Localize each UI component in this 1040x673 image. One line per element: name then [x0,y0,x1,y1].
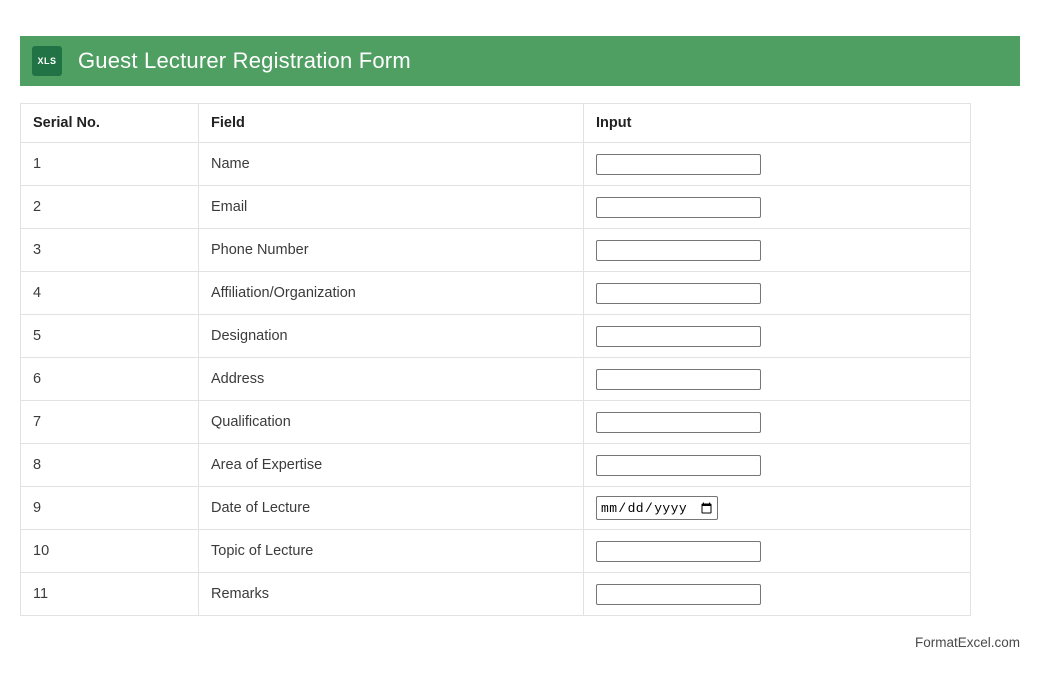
cell-input [584,401,971,444]
cell-serial: 11 [21,573,199,616]
cell-field-label: Designation [199,315,584,358]
cell-field-label: Remarks [199,573,584,616]
table-row [21,143,971,186]
table-row [21,573,971,616]
cell-input [584,487,971,530]
table-row [21,358,971,401]
cell-field-label: Topic of Lecture [199,530,584,573]
cell-input [584,272,971,315]
form-table-container [20,103,970,616]
cell-serial: 3 [21,229,199,272]
cell-input [584,573,971,616]
table-row [21,401,971,444]
cell-serial: 9 [21,487,199,530]
cell-field-label: Area of Expertise [199,444,584,487]
table-row [21,315,971,358]
cell-field-label: Affiliation/Organization [199,272,584,315]
text-input-field[interactable] [596,197,761,218]
text-input-field[interactable] [596,412,761,433]
cell-serial: 2 [21,186,199,229]
page-title: Guest Lecturer Registration Form [78,48,411,73]
cell-input [584,143,971,186]
text-input-field[interactable] [596,584,761,605]
cell-field-label: Qualification [199,401,584,444]
cell-input [584,358,971,401]
cell-input [584,444,971,487]
table-row [21,487,971,530]
cell-field-label: Phone Number [199,229,584,272]
cell-field-label: Address [199,358,584,401]
cell-serial: 1 [21,143,199,186]
text-input-field[interactable] [596,541,761,562]
cell-input [584,530,971,573]
cell-serial: 4 [21,272,199,315]
text-input-field[interactable] [596,240,761,261]
cell-serial: 6 [21,358,199,401]
text-input-field[interactable] [596,154,761,175]
table-head [21,104,971,143]
cell-input [584,186,971,229]
cell-field-label: Date of Lecture [199,487,584,530]
column-header-input: Input [584,104,971,143]
cell-field-label: Name [199,143,584,186]
cell-serial: 10 [21,530,199,573]
table-row [21,530,971,573]
text-input-field[interactable] [596,283,761,304]
table-row [21,186,971,229]
table-header-row [21,104,971,143]
cell-serial: 8 [21,444,199,487]
text-input-field[interactable] [596,369,761,390]
registration-form-table [20,103,971,616]
table-body [21,143,971,616]
column-header-field: Field [199,104,584,143]
table-row [21,272,971,315]
xls-file-icon: XLS [32,46,62,76]
cell-serial: 7 [21,401,199,444]
table-row [21,229,971,272]
cell-input [584,315,971,358]
cell-input [584,229,971,272]
text-input-field[interactable] [596,455,761,476]
column-header-serial: Serial No. [21,104,199,143]
site-credit: FormatExcel.com [914,635,1020,650]
table-row [21,444,971,487]
form-header [20,36,1020,86]
date-input-field[interactable] [596,496,718,520]
text-input-field[interactable] [596,326,761,347]
cell-field-label: Email [199,186,584,229]
cell-serial: 5 [21,315,199,358]
